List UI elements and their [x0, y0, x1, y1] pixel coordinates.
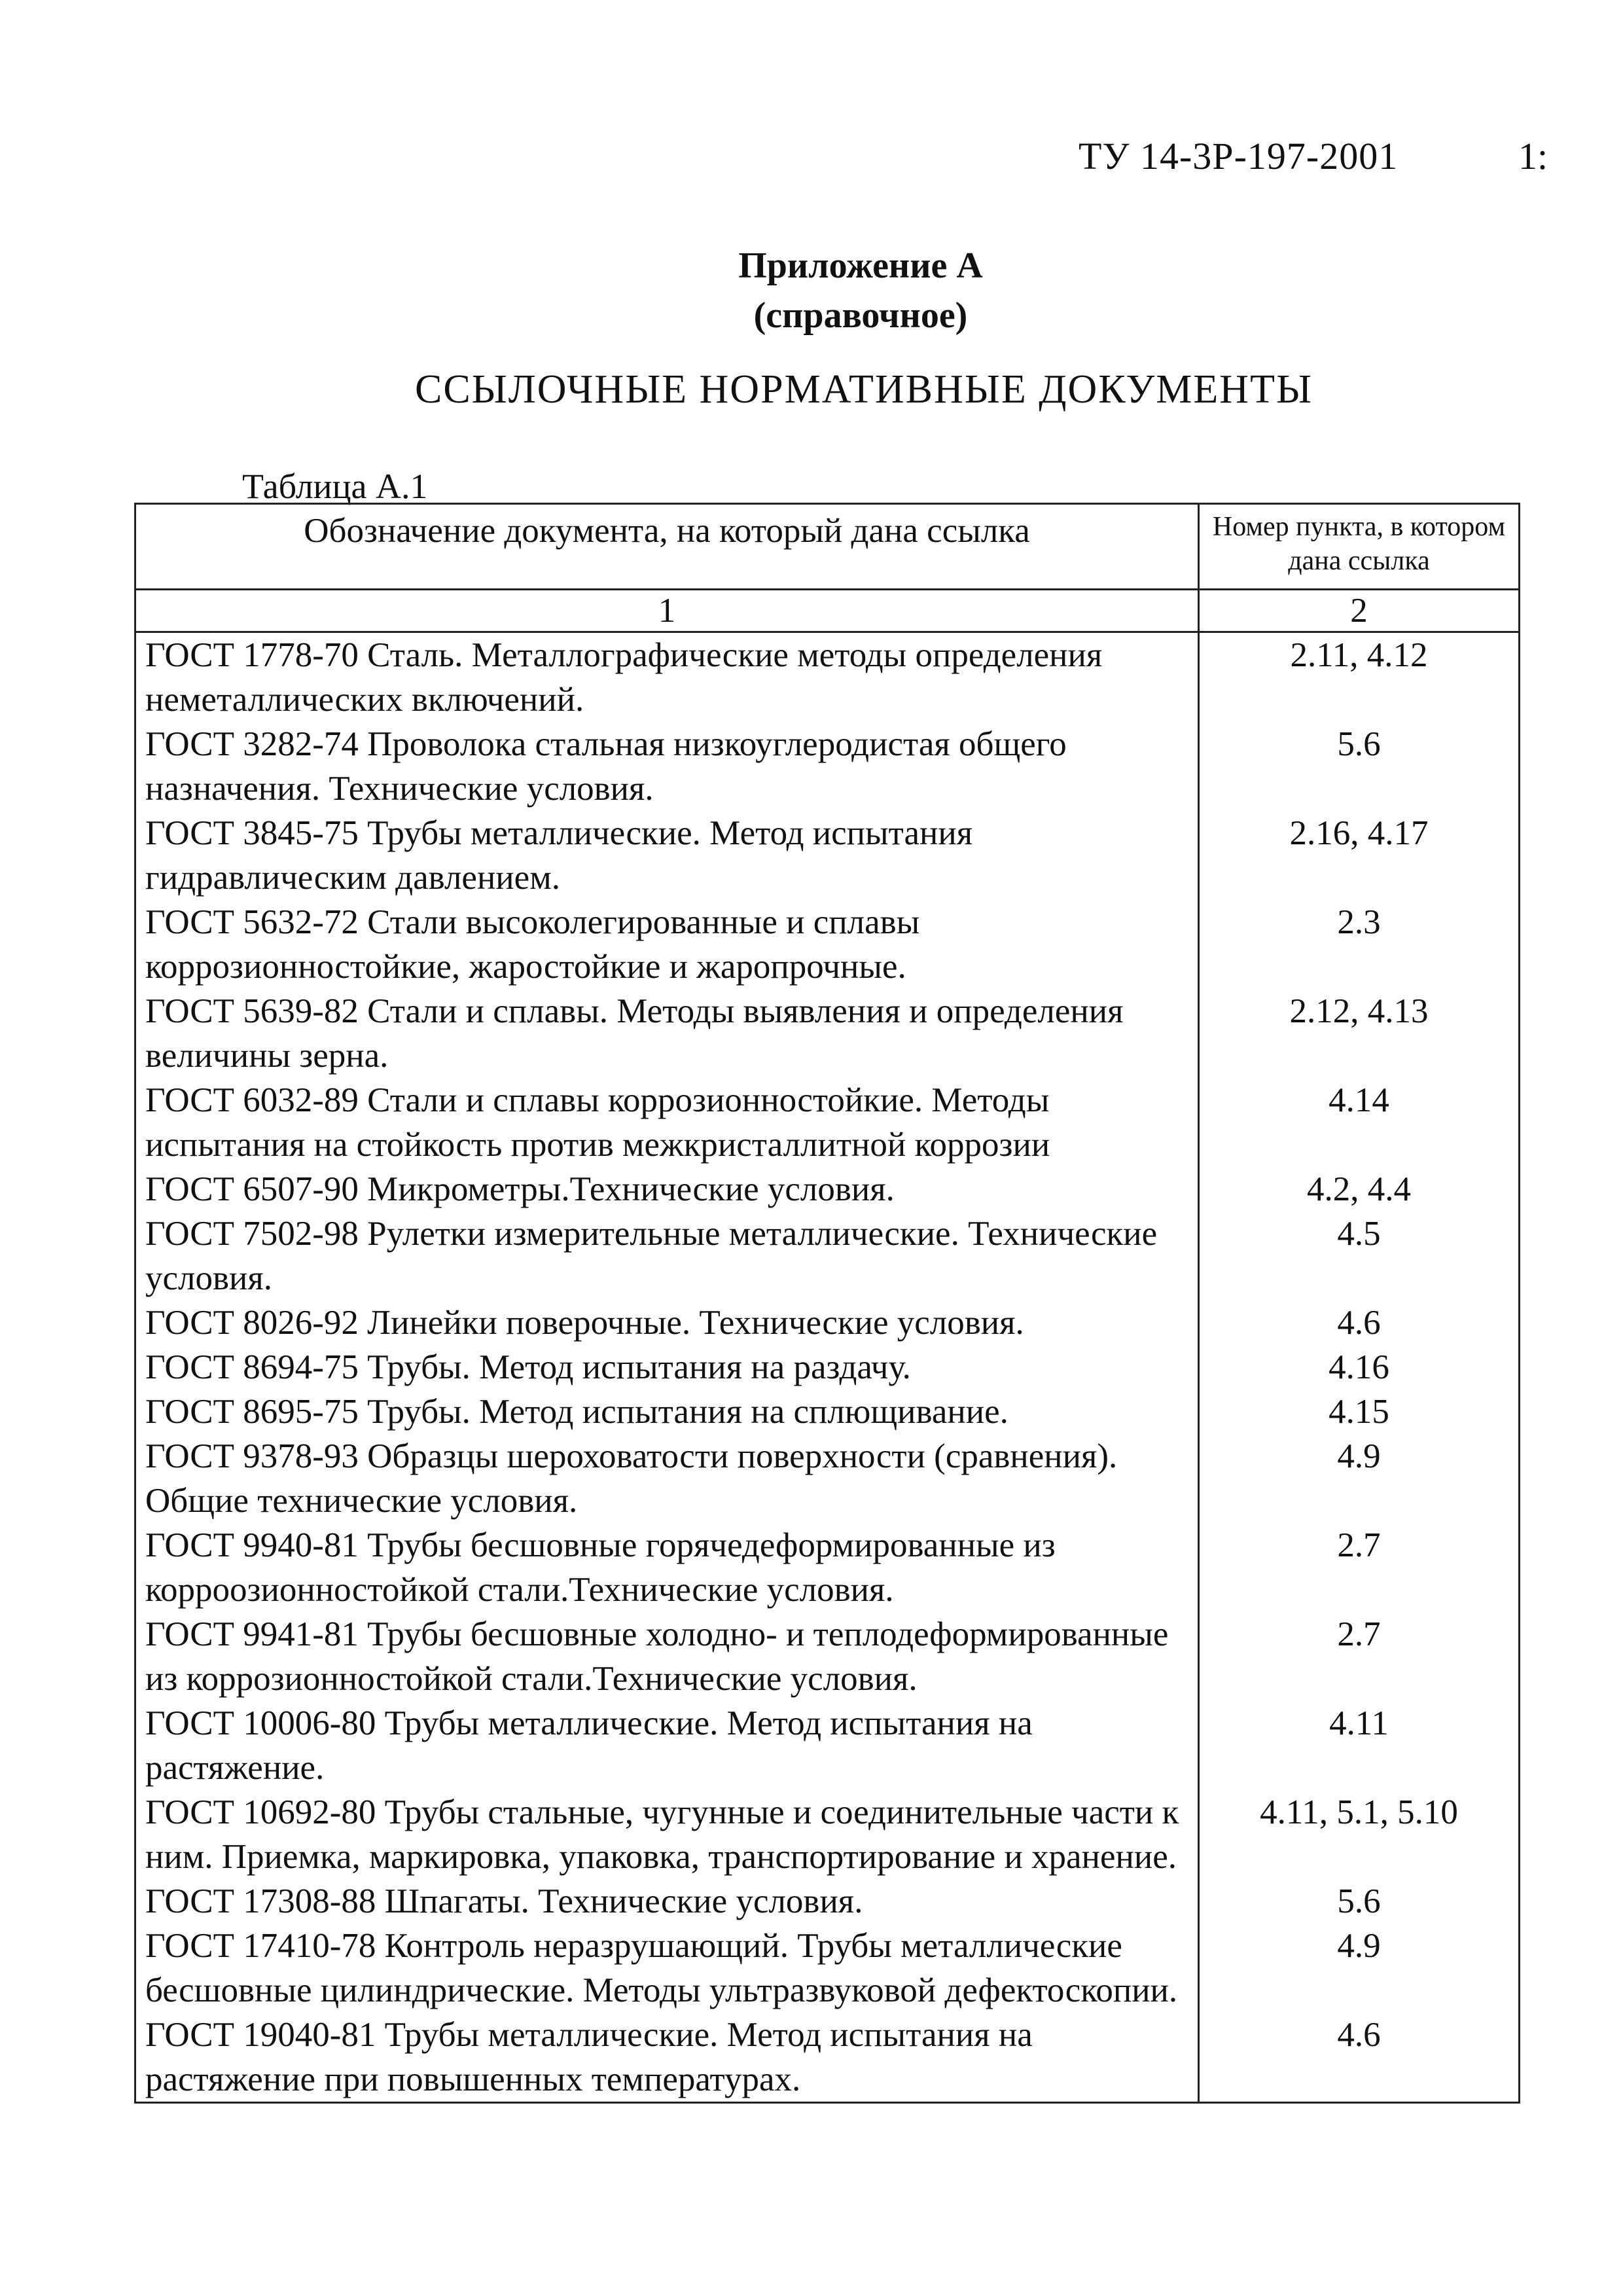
table-row [135, 1701, 1520, 1790]
clause-numbers: 2.16, 4.17 [1199, 811, 1520, 900]
table-body [135, 632, 1520, 2103]
clause-numbers: 2.3 [1199, 900, 1520, 989]
document-reference: ГОСТ 17410-78 Контроль неразрушающий. Трубы металлические бесшовные цилиндрические. Методы ультразвуковой дефектоскопии. [135, 1924, 1199, 2013]
table-row [135, 989, 1520, 1078]
clause-numbers: 4.5 [1199, 1211, 1520, 1300]
clause-numbers: 2.7 [1199, 1612, 1520, 1701]
clause-numbers: 2.12, 4.13 [1199, 989, 1520, 1078]
document-reference: ГОСТ 6032-89 Стали и сплавы коррозионностойкие. Методы испытания на стойкость против межкристаллитной коррозии [135, 1078, 1199, 1167]
table-row [135, 811, 1520, 900]
table-row [135, 1879, 1520, 1924]
document-reference: ГОСТ 9378-93 Образцы шероховатости поверхности (сравнения). Общие технические условия. [135, 1434, 1199, 1523]
document-reference: ГОСТ 10006-80 Трубы металлические. Метод испытания на растяжение. [135, 1701, 1199, 1790]
page-number: 1: [1518, 135, 1548, 177]
references-table [134, 503, 1520, 2104]
table-row [135, 900, 1520, 989]
table-row [135, 1523, 1520, 1612]
table-row [135, 1345, 1520, 1390]
appendix-title: Приложение А [738, 245, 983, 286]
table-row [135, 1612, 1520, 1701]
column-header-clause: Номер пункта, в котором дана ссылка [1199, 504, 1520, 590]
document-reference: ГОСТ 6507-90 Микрометры.Технические условия. [135, 1167, 1199, 1211]
document-reference: ГОСТ 7502-98 Рулетки измерительные металлические. Технические условия. [135, 1211, 1199, 1300]
clause-numbers: 4.15 [1199, 1390, 1520, 1434]
column-number-1: 1 [135, 590, 1199, 632]
document-reference: ГОСТ 8026-92 Линейки поверочные. Технические условия. [135, 1300, 1199, 1345]
clause-numbers: 4.6 [1199, 1300, 1520, 1345]
table-row [135, 1078, 1520, 1167]
document-reference: ГОСТ 10692-80 Трубы стальные, чугунные и соединительные части к ним. Приемка, маркировка, упаковка, транспортирование и хранение. [135, 1790, 1199, 1879]
table-caption: Таблица А.1 [242, 467, 428, 506]
document-reference: ГОСТ 17308-88 Шпагаты. Технические условия. [135, 1879, 1199, 1924]
clause-numbers: 4.14 [1199, 1078, 1520, 1167]
column-header-document: Обозначение документа, на который дана ссылка [135, 504, 1199, 590]
document-reference: ГОСТ 5632-72 Стали высоколегированные и сплавы коррозионностойкие, жаростойкие и жаропрочные. [135, 900, 1199, 989]
document-reference: ГОСТ 9941-81 Трубы бесшовные холодно- и теплодеформированные из коррозионностойкой стали.Технические условия. [135, 1612, 1199, 1701]
clause-numbers: 4.9 [1199, 1924, 1520, 2013]
clause-numbers: 5.6 [1199, 722, 1520, 811]
document-reference: ГОСТ 9940-81 Трубы бесшовные горячедеформированные из корроозионностойкой стали.Технические условия. [135, 1523, 1199, 1612]
table-row [135, 1300, 1520, 1345]
clause-numbers: 4.6 [1199, 2013, 1520, 2103]
clause-numbers: 4.16 [1199, 1345, 1520, 1390]
table-row [135, 722, 1520, 811]
table-row [135, 1167, 1520, 1211]
table-row [135, 1390, 1520, 1434]
document-reference: ГОСТ 1778-70 Сталь. Металлографические методы определения неметаллических включений. [135, 632, 1199, 723]
table-row [135, 1434, 1520, 1523]
clause-numbers: 2.7 [1199, 1523, 1520, 1612]
document-reference: ГОСТ 5639-82 Стали и сплавы. Методы выявления и определения величины зерна. [135, 989, 1199, 1078]
document-reference: ГОСТ 8694-75 Трубы. Метод испытания на раздачу. [135, 1345, 1199, 1390]
page-title: ССЫЛОЧНЫЕ НОРМАТИВНЫЕ ДОКУМЕНТЫ [414, 367, 1313, 412]
clause-numbers: 4.9 [1199, 1434, 1520, 1523]
document-reference: ГОСТ 8695-75 Трубы. Метод испытания на сплющивание. [135, 1390, 1199, 1434]
column-number-row [135, 590, 1520, 632]
appendix-heading [0, 241, 1623, 340]
document-code: ТУ 14-3Р-197-2001 [1079, 135, 1399, 177]
table-row [135, 1924, 1520, 2013]
clause-numbers: 4.11 [1199, 1701, 1520, 1790]
table-row [135, 1211, 1520, 1300]
document-reference: ГОСТ 19040-81 Трубы металлические. Метод испытания на растяжение при повышенных температурах. [135, 2013, 1199, 2103]
clause-numbers: 5.6 [1199, 1879, 1520, 1924]
clause-numbers: 4.11, 5.1, 5.10 [1199, 1790, 1520, 1879]
clause-numbers: 2.11, 4.12 [1199, 632, 1520, 723]
table-row [135, 632, 1520, 723]
document-reference: ГОСТ 3845-75 Трубы металлические. Метод испытания гидравлическим давлением. [135, 811, 1199, 900]
appendix-subtitle: (справочное) [753, 295, 968, 336]
table-header-row [135, 504, 1520, 590]
document-reference: ГОСТ 3282-74 Проволока стальная низкоуглеродистая общего назначения. Технические условия. [135, 722, 1199, 811]
column-number-2: 2 [1199, 590, 1520, 632]
table-row [135, 2013, 1520, 2103]
clause-numbers: 4.2, 4.4 [1199, 1167, 1520, 1211]
table-row [135, 1790, 1520, 1879]
